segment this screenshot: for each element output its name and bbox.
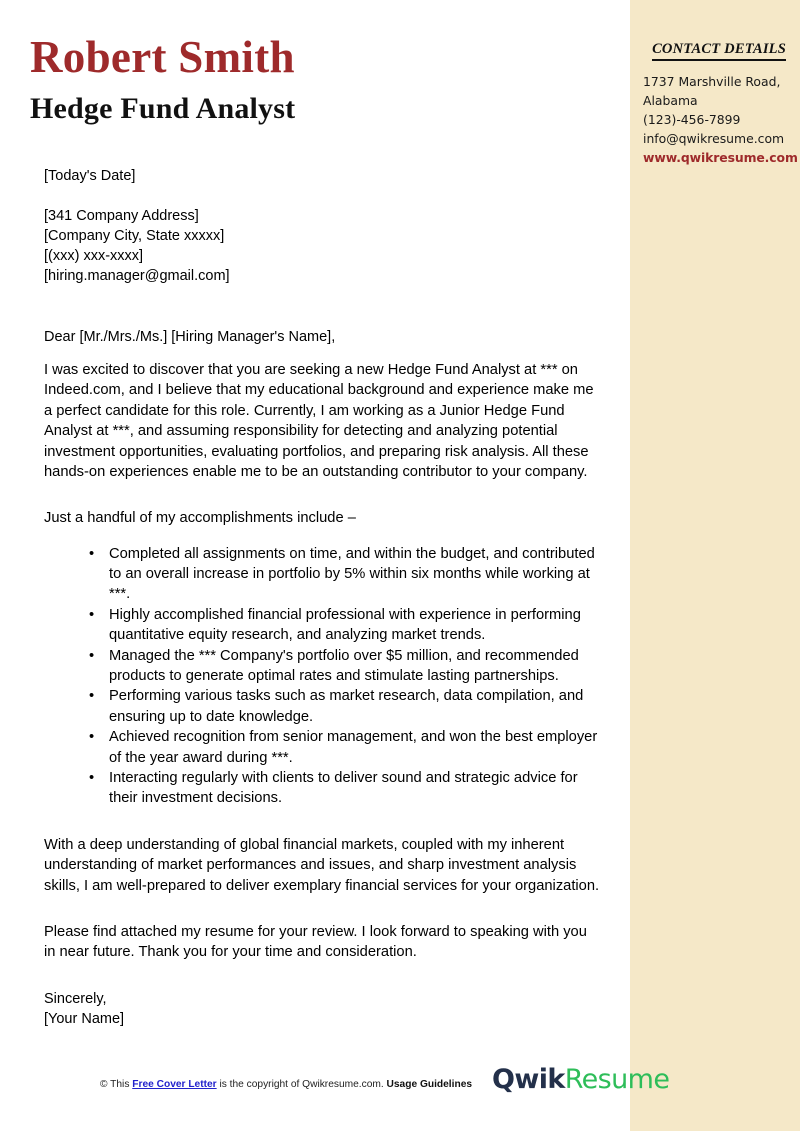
accomplishments-list — [44, 544, 600, 809]
copyright-notice — [100, 1078, 472, 1092]
contact-email[interactable]: info@qwikresume.com — [643, 131, 785, 146]
copyright-middle: is the copyright of Qwikresume.com. — [219, 1079, 384, 1090]
list-item-text: Highly accomplished financial professional with experience in performing quantitative equity research, and analyzing market trends. — [109, 606, 581, 644]
list-item — [44, 544, 600, 605]
list-item-text: Achieved recognition from senior management, and won the best employer of the year award during ***. — [109, 729, 598, 766]
copyright-icon: © — [100, 1079, 108, 1090]
list-item — [44, 605, 600, 646]
recipient-line: [Company City, State xxxxx] — [44, 228, 225, 244]
closing-paragraph: With a deep understanding of global financial markets, coupled with my inherent understanding of market performances and issues, and sharp investment analysis skills, I am well-prepared to deliver exemplary financial services for your organization. — [44, 836, 600, 894]
recipient-line: [(xxx) xxx-xxxx] — [44, 248, 144, 264]
accomplishments-intro: Just a handful of my accomplishments include – — [44, 510, 356, 527]
contact-details-heading: CONTACT DETAILS — [652, 41, 786, 61]
free-cover-letter-link[interactable]: Free Cover Letter — [132, 1079, 217, 1090]
bullet-icon: • — [89, 545, 95, 562]
letter-content — [30, 166, 600, 1029]
salutation: Dear [Mr./Mrs./Ms.] [Hiring Manager's Name], — [44, 329, 336, 345]
bullet-icon: • — [89, 770, 95, 786]
list-item-text: Managed the *** Company's portfolio over $5 million, and recommended products to generate optimal rates and stimulate lasting partnerships. — [109, 647, 579, 684]
recipient-address-block — [44, 206, 600, 286]
list-item — [44, 646, 600, 687]
contact-heading-wrap — [643, 40, 786, 72]
final-paragraph: Please find attached my resume for your review. I look forward to speaking with you in near future. Thank you for your time and consideration. — [44, 924, 587, 961]
bullet-icon: • — [89, 606, 95, 623]
job-title: Hedge Fund Analyst — [30, 92, 296, 125]
sign-off-text: Sincerely, — [44, 990, 107, 1007]
date-line: [Today's Date] — [44, 168, 136, 184]
bullet-icon: • — [89, 647, 95, 664]
list-item — [44, 727, 600, 768]
list-item — [44, 768, 600, 809]
qwikresume-logo[interactable] — [492, 1063, 669, 1097]
copyright-prefix: This — [110, 1079, 130, 1090]
contact-address-line: Alabama — [643, 93, 698, 108]
list-item-text: Performing various tasks such as market research, data compilation, and ensuring up to date knowledge. — [109, 688, 584, 725]
list-item-text: Interacting regularly with clients to deliver sound and strategic advice for their investment decisions. — [109, 770, 578, 807]
contact-website[interactable]: www.qwikresume.com — [643, 150, 798, 165]
signature-name: [Your Name] — [44, 1010, 125, 1027]
recipient-line: [hiring.manager@gmail.com] — [44, 268, 230, 284]
list-item — [44, 686, 600, 727]
contact-phone[interactable]: (123)-456-7899 — [643, 112, 741, 127]
contact-sidebar — [630, 0, 800, 1131]
bullet-icon: • — [89, 729, 95, 746]
page-footer — [0, 1061, 670, 1131]
logo-text-qwik: Qwik — [492, 1064, 565, 1095]
contact-address-line: 1737 Marshville Road, — [643, 74, 781, 89]
page-title: Robert Smith — [30, 32, 295, 82]
logo-text-resume: Resume — [564, 1064, 670, 1095]
opening-paragraph: I was excited to discover that you are seeking a new Hedge Fund Analyst at *** on Indeed.com, and I believe that my educational background and experience make me a perfect candidate for this role. Currently, I am working as a Junior Hedge Fund Analyst at ***, and assuming responsibility for detecting and analyzing potential investment opportunities, evaluating portfolios, and preparing risk analysis. All these hands-on experiences enable me to be an outstanding contributor to your company. — [44, 362, 594, 481]
sign-off-block — [44, 989, 600, 1029]
usage-guidelines-link[interactable]: Usage Guidelines — [386, 1079, 473, 1090]
bullet-icon: • — [89, 688, 95, 705]
list-item-text: Completed all assignments on time, and within the budget, and contributed to an overall increase in portfolio by 5% within six months while working at ***. — [109, 545, 595, 603]
recipient-line: [341 Company Address] — [44, 208, 199, 224]
